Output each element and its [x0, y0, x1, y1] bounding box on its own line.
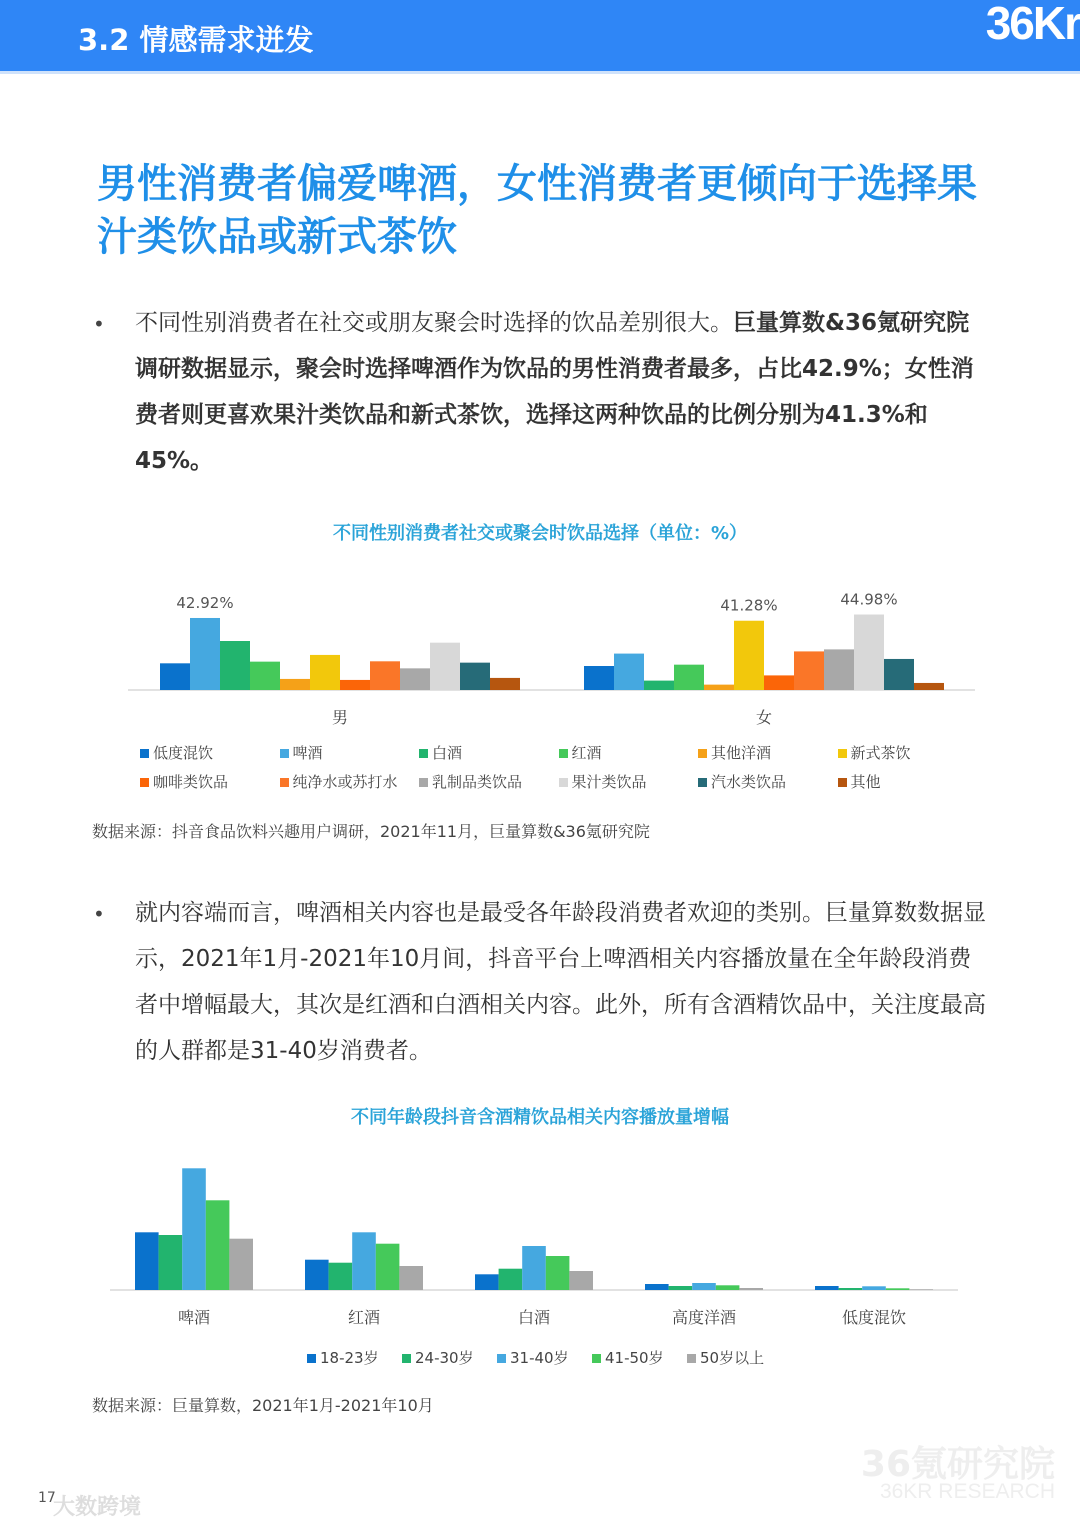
bar-18-23岁-白酒 — [475, 1274, 499, 1290]
bar-18-23岁-红酒 — [305, 1260, 329, 1290]
legend-item — [559, 771, 647, 792]
age-alcohol-chart — [0, 1150, 1080, 1335]
legend-label: 50岁以上 — [700, 1349, 765, 1367]
legend-swatch-icon — [307, 1354, 316, 1363]
bar-新式茶饮-女 — [734, 621, 764, 690]
legend-label: 果汁类饮品 — [571, 773, 647, 791]
bar-41-50岁-白酒 — [546, 1256, 570, 1290]
legend-label: 白酒 — [432, 744, 463, 762]
legend-swatch-icon — [698, 749, 707, 758]
bar-41-50岁-低度混饮 — [886, 1288, 910, 1290]
legend-label: 其他 — [850, 773, 881, 791]
bar-31-40岁-白酒 — [522, 1246, 546, 1290]
legend-swatch-icon — [687, 1354, 696, 1363]
category-label: 男 — [331, 708, 349, 727]
bar-41-50岁-红酒 — [376, 1244, 400, 1290]
bar-低度混饮-女 — [584, 666, 614, 690]
legend-item — [497, 1347, 569, 1368]
legend-item — [140, 771, 228, 792]
watermark-cn: 36氪研究院 — [860, 1444, 1055, 1485]
36kr-logo: 36Kr — [985, 0, 1080, 49]
bar-其他-男 — [490, 678, 520, 690]
bar-50岁以上-红酒 — [399, 1266, 423, 1290]
chart2-title: 不同年龄段抖音含酒精饮品相关内容播放量增幅 — [351, 1107, 729, 1128]
page-title: 男性消费者偏爱啤酒，女性消费者更倾向于选择果汁类饮品或新式茶饮 — [97, 161, 977, 260]
bar-纯净水或苏打水-女 — [794, 651, 824, 690]
legend-label: 41-50岁 — [605, 1349, 664, 1367]
paragraph-bold-text: 巨量算数&36氪研究院调研数据显示，聚会时选择啤酒作为饮品的男性消费者最多，占比42.9%；女性消费者则更喜欢果汁类饮品和新式茶饮，选择这两种饮品的比例分别为41.3%和45%。 — [135, 310, 974, 474]
bar-乳制品类饮品-女 — [824, 649, 854, 690]
bar-汽水类饮品-女 — [884, 659, 914, 690]
gender-drink-chart — [0, 570, 1080, 730]
category-label: 女 — [755, 708, 773, 727]
legend-label: 红酒 — [571, 744, 602, 762]
legend-label: 乳制品类饮品 — [432, 773, 523, 791]
bar-31-40岁-红酒 — [352, 1232, 376, 1290]
bar-啤酒-女 — [614, 654, 644, 690]
bar-50岁以上-高度洋酒 — [739, 1288, 763, 1290]
bar-24-30岁-白酒 — [499, 1269, 523, 1290]
bar-24-30岁-红酒 — [329, 1263, 353, 1290]
legend-item — [698, 771, 786, 792]
chart2-source: 数据来源：巨量算数，2021年1月-2021年10月 — [92, 1396, 434, 1415]
chart1-source: 数据来源：抖音食品饮料兴趣用户调研，2021年11月，巨量算数&36氪研究院 — [92, 822, 650, 841]
legend-swatch-icon — [838, 778, 847, 787]
bar-其他-女 — [914, 683, 944, 690]
bar-果汁类饮品-男 — [430, 643, 460, 690]
bar-红酒-男 — [250, 662, 280, 690]
legend-item — [280, 742, 323, 763]
bar-50岁以上-白酒 — [569, 1271, 593, 1290]
legend-swatch-icon — [140, 778, 149, 787]
bar-白酒-女 — [644, 681, 674, 690]
legend-item — [687, 1347, 764, 1368]
legend-label: 汽水类饮品 — [711, 773, 787, 791]
bar-50岁以上-啤酒 — [229, 1239, 253, 1290]
legend-label: 31-40岁 — [510, 1349, 569, 1367]
legend-swatch-icon — [140, 749, 149, 758]
header-divider — [0, 71, 1080, 74]
bar-24-30岁-啤酒 — [159, 1235, 183, 1290]
legend-item — [419, 742, 462, 763]
bar-咖啡类饮品-女 — [764, 675, 794, 690]
legend-label: 18-23岁 — [320, 1349, 379, 1367]
page-number: 17 — [38, 1490, 56, 1506]
bar-白酒-男 — [220, 641, 250, 690]
legend-item — [402, 1347, 474, 1368]
category-label: 低度混饮 — [841, 1308, 907, 1327]
bar-18-23岁-低度混饮 — [815, 1286, 839, 1290]
watermark-en: 36KR RESEARCH — [879, 1480, 1055, 1503]
legend-swatch-icon — [280, 778, 289, 787]
bullet-icon: • — [93, 312, 105, 336]
legend-item — [419, 771, 522, 792]
legend-item — [280, 771, 398, 792]
bar-31-40岁-低度混饮 — [862, 1286, 886, 1290]
legend-swatch-icon — [592, 1354, 601, 1363]
data-label: 41.28% — [720, 596, 778, 615]
corner-watermark-text: 大数跨境 — [53, 1495, 142, 1520]
category-label: 啤酒 — [177, 1308, 211, 1327]
bar-31-40岁-啤酒 — [182, 1168, 206, 1290]
category-label: 高度洋酒 — [671, 1308, 737, 1327]
paragraph-normal-text: 不同性别消费者在社交或朋友聚会时选择的饮品差别很大。 — [135, 310, 733, 336]
legend-swatch-icon — [838, 749, 847, 758]
bar-红酒-女 — [674, 665, 704, 690]
bar-18-23岁-高度洋酒 — [645, 1284, 669, 1290]
legend-item — [559, 742, 602, 763]
bar-24-30岁-高度洋酒 — [669, 1286, 693, 1290]
legend-label: 啤酒 — [292, 744, 323, 762]
legend-label: 咖啡类饮品 — [153, 773, 229, 791]
bar-咖啡类饮品-男 — [340, 680, 370, 690]
bar-31-40岁-高度洋酒 — [692, 1283, 716, 1290]
bar-24-30岁-低度混饮 — [839, 1288, 863, 1290]
legend-label: 纯净水或苏打水 — [292, 773, 398, 791]
category-label: 白酒 — [517, 1308, 551, 1327]
bar-其他洋酒-女 — [704, 685, 734, 690]
legend-item — [140, 742, 213, 763]
legend-swatch-icon — [559, 778, 568, 787]
data-label: 42.92% — [176, 593, 234, 612]
chart1-title: 不同性别消费者社交或聚会时饮品选择（单位：%） — [332, 523, 748, 544]
bullet-icon: • — [93, 902, 105, 926]
paragraph-gender — [135, 300, 990, 484]
bar-新式茶饮-男 — [310, 655, 340, 690]
bar-啤酒-男 — [190, 618, 220, 690]
legend-item — [838, 742, 911, 763]
legend-item — [698, 742, 771, 763]
data-label: 44.98% — [840, 590, 898, 609]
legend-item — [307, 1347, 379, 1368]
legend-swatch-icon — [698, 778, 707, 787]
corner-watermark — [8, 1490, 141, 1521]
legend-item — [838, 771, 881, 792]
bar-18-23岁-啤酒 — [135, 1232, 159, 1290]
category-label: 红酒 — [347, 1308, 381, 1327]
bar-41-50岁-啤酒 — [206, 1200, 230, 1290]
paragraph-content: 就内容端而言，啤酒相关内容也是最受各年龄段消费者欢迎的类别。巨量算数数据显示，2021年1月-2021年10月间，抖音平台上啤酒相关内容播放量在全年龄段消费者中增幅最大，其次是红酒和白酒相关内容。此外，所有含酒精饮品中，关注度最高的人群都是31-40岁消费者。 — [135, 900, 986, 1064]
bar-41-50岁-高度洋酒 — [716, 1285, 740, 1290]
legend-label: 新式茶饮 — [850, 744, 911, 762]
bar-乳制品类饮品-男 — [400, 668, 430, 690]
bar-果汁类饮品-女 — [854, 615, 884, 690]
section-header-bar — [0, 0, 1080, 71]
legend-swatch-icon — [419, 749, 428, 758]
bar-汽水类饮品-男 — [460, 663, 490, 690]
section-title: 3.2 情感需求迸发 — [78, 23, 314, 57]
bar-50岁以上-低度混饮 — [909, 1289, 933, 1290]
legend-swatch-icon — [402, 1354, 411, 1363]
legend-swatch-icon — [419, 778, 428, 787]
bar-纯净水或苏打水-男 — [370, 661, 400, 690]
legend-swatch-icon — [559, 749, 568, 758]
legend-item — [592, 1347, 664, 1368]
legend-swatch-icon — [280, 749, 289, 758]
legend-label: 其他洋酒 — [711, 744, 772, 762]
legend-label: 低度混饮 — [153, 744, 214, 762]
legend-swatch-icon — [497, 1354, 506, 1363]
bar-低度混饮-男 — [160, 663, 190, 690]
bar-其他洋酒-男 — [280, 679, 310, 690]
legend-label: 24-30岁 — [415, 1349, 474, 1367]
